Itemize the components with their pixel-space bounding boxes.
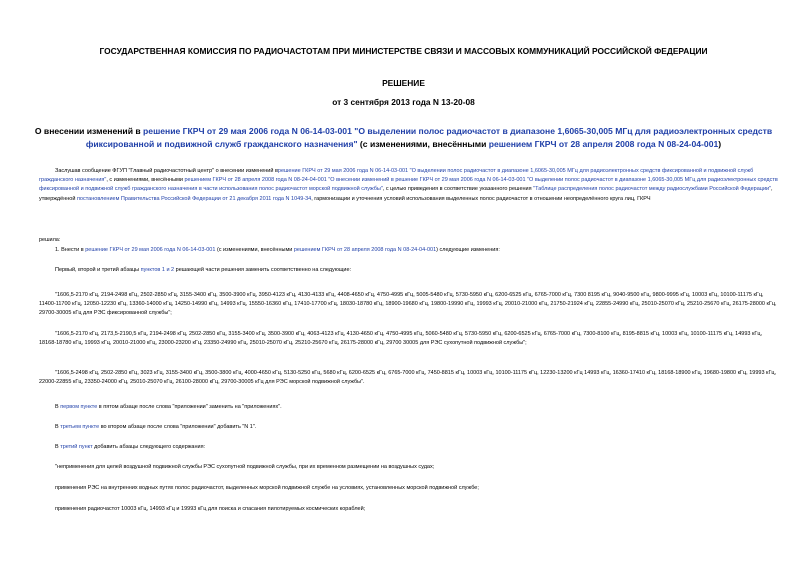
item-1: 1. Внести в решение ГКРЧ от 29 мая 2006 года N 06-14-03-001 (с изменениями, внесёнными решением ГКРЧ от 28 апреля 2008 года N 08-24-04-001) следующие изменения: (55, 247, 500, 253)
paragraph-third-point: В третьем пункте во втором абзаце после слова "приложении" добавить "N 1". (55, 424, 257, 430)
intro-text-4: , утверждённой (39, 186, 773, 202)
item1-link-decision-2008[interactable]: решением ГКРЧ от 28 апреля 2008 года N 08-24-04-001 (293, 247, 437, 253)
quote-maritime-mobile-service: "1606,5-2498 кГц, 2502-2850 кГц, 3023 кГц, 3155-3400 кГц, 3500-3800 кГц, 4000-4650 кГц, 5130-5250 кГц, 5680 кГц, 6200-6525 кГц, 6765-7000 кГц, 7450-8815 кГц, 10003 кГц, 10100-11175 кГц, 12230-13200 кГц 14993 кГц, 16360-17410 кГц, 18168-18900 кГц, 19680-19800 кГц, 19993 кГц, 22000-22855 кГц, 23350-24000 кГц, 25010-25070 кГц, 26100-28000 кГц, 29700-30005 кГц для РЭС морской подвижной службы". (39, 370, 777, 386)
title-suffix: ) (718, 138, 722, 149)
intro-text-1: Заслушав сообщение ФГУП "Главный радиочастотный центр" о внесении изменений в (55, 168, 278, 174)
link-third-point-add[interactable]: третий пункт (60, 444, 93, 450)
paragraph-replace: Первый, второй и третий абзацы пунктов 1 и 2 решающей части решения заменить соответственно на следующие: (55, 267, 352, 273)
intro-text-2: , с изменениями, внесёнными (106, 177, 185, 184)
decided-label: решила: (39, 237, 61, 243)
title-middle: (с изменениями, внесёнными (357, 138, 489, 149)
title-link-decision-2008[interactable]: решением ГКРЧ от 28 апреля 2008 года N 08-24-04-001 (488, 138, 719, 149)
intro-text-5: , гармонизации и уточнения условий использования выделенных полос радиочастот в отношении неопределённого круга лиц, ГКРЧ (311, 195, 651, 202)
document-type: РЕШЕНИЕ (382, 78, 425, 88)
link-points-1-2[interactable]: пунктов 1 и 2 (140, 267, 175, 273)
paragraph-third-point-add: В третий пункт добавить абзацы следующего содержания: (55, 444, 206, 450)
link-third-point[interactable]: третьем пункте (60, 424, 100, 430)
title-link-decision-2006[interactable]: решение ГКРЧ от 29 мая 2006 года N 06-14-03-001 "О выделении полос радиочастот в диапазоне 1,6065-30,005 МГц для радиоэлектронных средств фиксированной и подвижной служб гражданского назначения" (85, 126, 773, 149)
paragraph-first-point: В первом пункте в пятом абзаце после слова "приложении" заменить на "приложениях". (55, 404, 282, 410)
item1-link-decision-2006[interactable]: решение ГКРЧ от 29 мая 2006 года N 06-14-03-001 (85, 247, 216, 253)
intro-link-decision-2008[interactable]: решением ГКРЧ от 28 апреля 2008 года N 08-24-04-001 "О внесении изменений в решение ГКРЧ от 29 мая 2006 года N 06-14-03-001 "О выделении полос радиочастот в диапазоне 1,6065-30,005 МГц для радиоэлектронных средств фиксированной и подвижной служб гражданского назначения в части использования полос радиочастот морской подвижной службы" (39, 177, 778, 193)
intro-paragraph (39, 167, 778, 204)
document-title (30, 125, 777, 150)
intro-link-government-resolution[interactable]: постановлением Правительства Российской Федерации от 21 декабря 2011 года N 1049-34 (76, 195, 312, 202)
list-item-2: применения РЭС на внутренних водных путях полос радиочастот, выделенных морской подвижной службе на условиях, установленных морской подвижной службе; (55, 485, 479, 491)
intro-text-3: , с целью приведения в соответствие указанного решения (382, 186, 534, 193)
commission-heading: ГОСУДАРСТВЕННАЯ КОМИССИЯ ПО РАДИОЧАСТОТАМ ПРИ МИНИСТЕРСТВЕ СВЯЗИ И МАССОВЫХ КОММУНИКАЦИЙ РОССИЙСКОЙ ФЕДЕРАЦИИ (99, 46, 708, 56)
list-item-3: применения радиочастот 10003 кГц, 14993 кГц и 19993 кГц для поиска и спасания пилотируемых космических кораблей; (55, 506, 366, 512)
document-date-number: от 3 сентября 2013 года N 13-20-08 (332, 97, 475, 107)
quote-fixed-service: "1606,5-2170 кГц, 2194-2498 кГц, 2502-2850 кГц, 3155-3400 кГц, 3500-3900 кГц, 3950-4123 кГц, 4130-4133 кГц, 4408-4650 кГц, 4750-4995 кГц, 5005-5480 кГц, 5730-5950 кГц, 6200-6525 кГц, 6765-7000 кГц, 7300 8195 кГц, 9040-9500 кГц, 9800-9995 кГц, 10003 кГц, 10100-11175 кГц, 11400-11700 кГц, 12050-12230 кГц, 13360-14000 кГц, 14250-14990 кГц, 14993 кГц, 15550-16360 кГц, 17410-17700 кГц, 18030-18780 кГц, 18900-19680 кГц, 19800-19990 кГц, 19993 кГц, 20010-21000 кГц, 21750-21924 кГц, 22855-24990 кГц, 25010-25070 кГц, 25210-25670 кГц, 26175-28000 кГц, 29700-30005 кГц для РЭС фиксированной службы"; (39, 292, 777, 317)
title-prefix: О внесении изменений в (34, 126, 144, 136)
intro-link-frequency-table[interactable]: "Таблице распределения полос радиочастот между радиослужбами Российской Федерации" (533, 186, 772, 193)
quote-land-mobile-service: "1606,5-2170 кГц, 2173,5-2190,5 кГц, 2194-2498 кГц, 2502-2850 кГц, 3155-3400 кГц, 3500-3900 кГц, 4063-4123 кГц, 4130-4650 кГц, 4750-4995 кГц, 5060-5480 кГц, 5730-5950 кГц, 6200-6525 кГц, 6765-7000 кГц, 7300-8100 кГц, 8195-8815 кГц, 10003 кГц, 10100-11175 кГц, 14993 кГц, 18168-18780 кГц, 19993 кГц, 20010-21000 кГц, 23000-23200 кГц, 23350-24990 кГц, 25010-25070 кГц, 25210-25670 кГц, 26175-28000 кГц, 29700 30005 для РЭС сухопутной подвижной службы"; (39, 331, 763, 347)
link-first-point[interactable]: первом пункте (60, 404, 98, 410)
intro-link-decision-2006[interactable]: решение ГКРЧ от 29 мая 2006 года N 06-14-03-001 "О выделении полос радиочастот в диапазоне 1,6065-30,005 МГц для радиоэлектронных средств фиксированной и подвижной служб гражданского назначения" (39, 168, 754, 184)
list-item-1: "неприменения для целей воздушной подвижной службы РЭС сухопутной подвижной службы, при их временном размещении на воздушных судах; (55, 464, 435, 470)
